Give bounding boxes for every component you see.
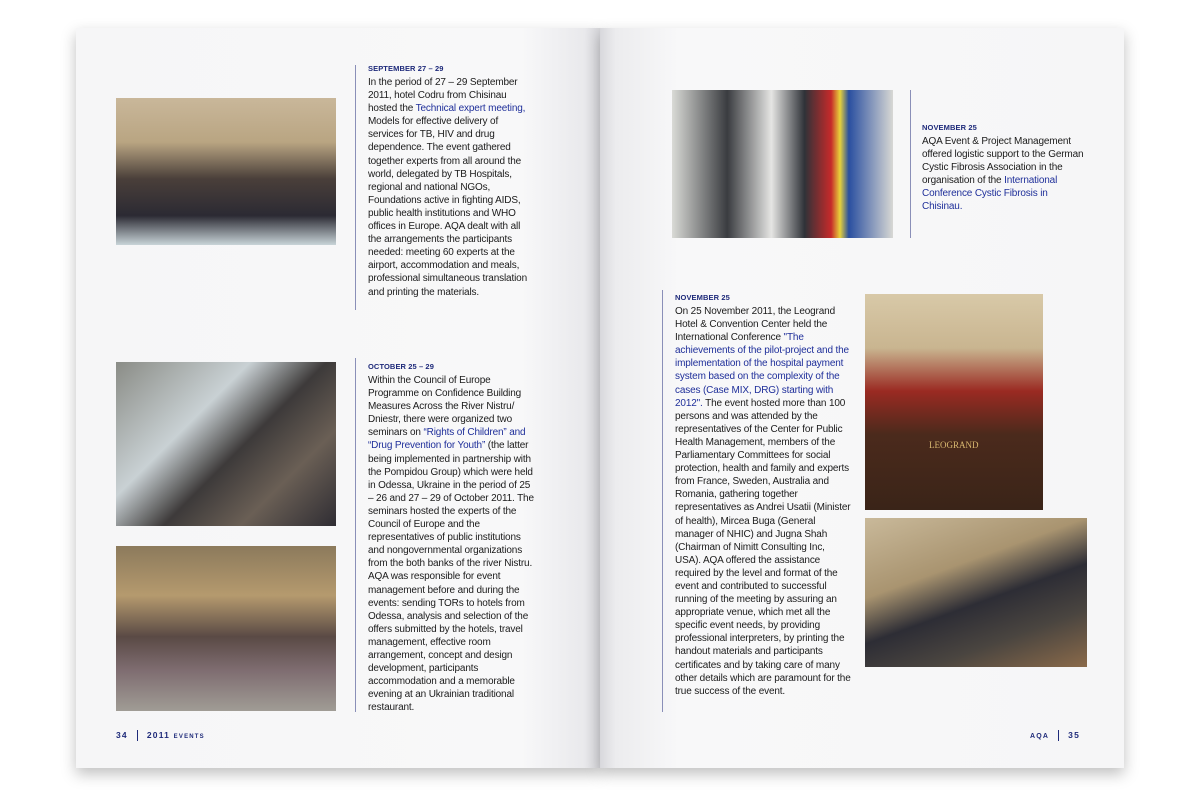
right-footer: [1030, 730, 1080, 741]
photo-conference-table: [865, 518, 1087, 667]
body-text: (the latter being implemented in partnership with the Pompidou Group) which were held in Odessa, Ukraine in the period of 25 – 26 and 27 – 29 of October 2011. The seminars hosted the experts of the Council of Europe and the representatives of public institutions and nongovernmental organizations from the both banks of the river Nistru. AQA was responsible for event management before and during the events: sending TORs to hotels from Odessa, analysis and selection of the offers submitted by the hotels, travel management, effective room arrangement, concept and design development, participants accommodation and a memorable evening at an Ukrainian traditional restaurant.: [368, 440, 534, 714]
footer-label: AQA: [1030, 733, 1050, 740]
body-text: Models for effective delivery of services for TB, HIV and drug dependence. The event gathered together experts from all around the world, delegated by TB Hospitals, regional and national NGOs, Foundations active in fighting AIDS, public health institutions and WHO offices in Europe. AQA dealt with all the arrangements the participants needed: meeting 60 experts at the airport, accommodation and meals, professional simultaneous translation and printing the materials.: [368, 116, 527, 298]
body-text: AQA Event & Project Management offered logistic support to the German Cystic Fibrosis Association in the organisation of the: [922, 136, 1084, 187]
event-link[interactable]: "The achievements of the pilot-project and the implementation of the hospital payment system based on the complexity of the cases (Case MIX, DRG) starting with 2012".: [675, 332, 849, 409]
event-link[interactable]: International Conference Cystic Fibrosis in Chisinau.: [922, 175, 1058, 213]
photo-seminar-group: [116, 546, 336, 711]
column-rule: [910, 90, 911, 238]
photo-technical-meeting-group: [116, 98, 336, 245]
column-rule: [355, 358, 356, 712]
photo-seminar-presentation: [116, 362, 336, 526]
section-heading: NOVEMBER 25: [675, 293, 730, 302]
section-body: [922, 135, 1088, 214]
body-text: Within the Council of Europe Programme on Confidence Building Measures Across the River Nistru/ Dniestr, there were organized two seminars on: [368, 375, 522, 439]
photo-cystic-fibrosis-handshake: [672, 90, 893, 238]
body-text: On 25 November 2011, the Leogrand Hotel & Convention Center held the International Conference: [675, 306, 835, 344]
left-footer: [116, 730, 205, 741]
column-rule: [355, 65, 356, 310]
footer-divider: [137, 730, 138, 741]
section-heading: SEPTEMBER 27 – 29: [368, 64, 444, 73]
section-body: [368, 76, 536, 299]
event-link[interactable]: “Rights of Children” and “Drug Prevention for Youth”: [368, 427, 526, 452]
podium-sign: LEOGRAND: [929, 440, 979, 450]
page-number: 34: [116, 730, 128, 740]
page-number: 35: [1068, 730, 1081, 740]
section-body: [368, 374, 536, 714]
footer-label: 2011 events: [146, 730, 205, 740]
footer-divider: [1058, 730, 1059, 741]
column-rule: [662, 290, 663, 712]
section-body: [675, 305, 851, 698]
section-heading: NOVEMBER 25: [922, 123, 977, 132]
photo-speaker-at-podium: [865, 294, 1043, 510]
body-text: In the period of 27 – 29 September 2011, hotel Codru from Chisinau hosted the: [368, 77, 518, 115]
body-text: The event hosted more than 100 persons and was attended by the representatives of the Center for Public Health Management, members of the Parliamentary Committees for social protection, health and family and experts from France, Sweden, Australia and Romania, gathering together representatives as Andrei Usatii (Minister of health), Mircea Buga (General manager of NHIC) and Jugna Shah (Chairman of Nimitt Consulting Inc, USA). AQA offered the assistance required by the level and format of the event and contributed to successful running of the meeting by assuring an appropriate venue, which met all the specific event needs, by providing professional interpreters, by printing the handout materials and participants certificates and by taking care of many other details which are paramount for the true success of the event.: [675, 397, 851, 697]
section-heading: OCTOBER 25 – 29: [368, 362, 434, 371]
event-link[interactable]: Technical expert meeting,: [415, 103, 526, 115]
